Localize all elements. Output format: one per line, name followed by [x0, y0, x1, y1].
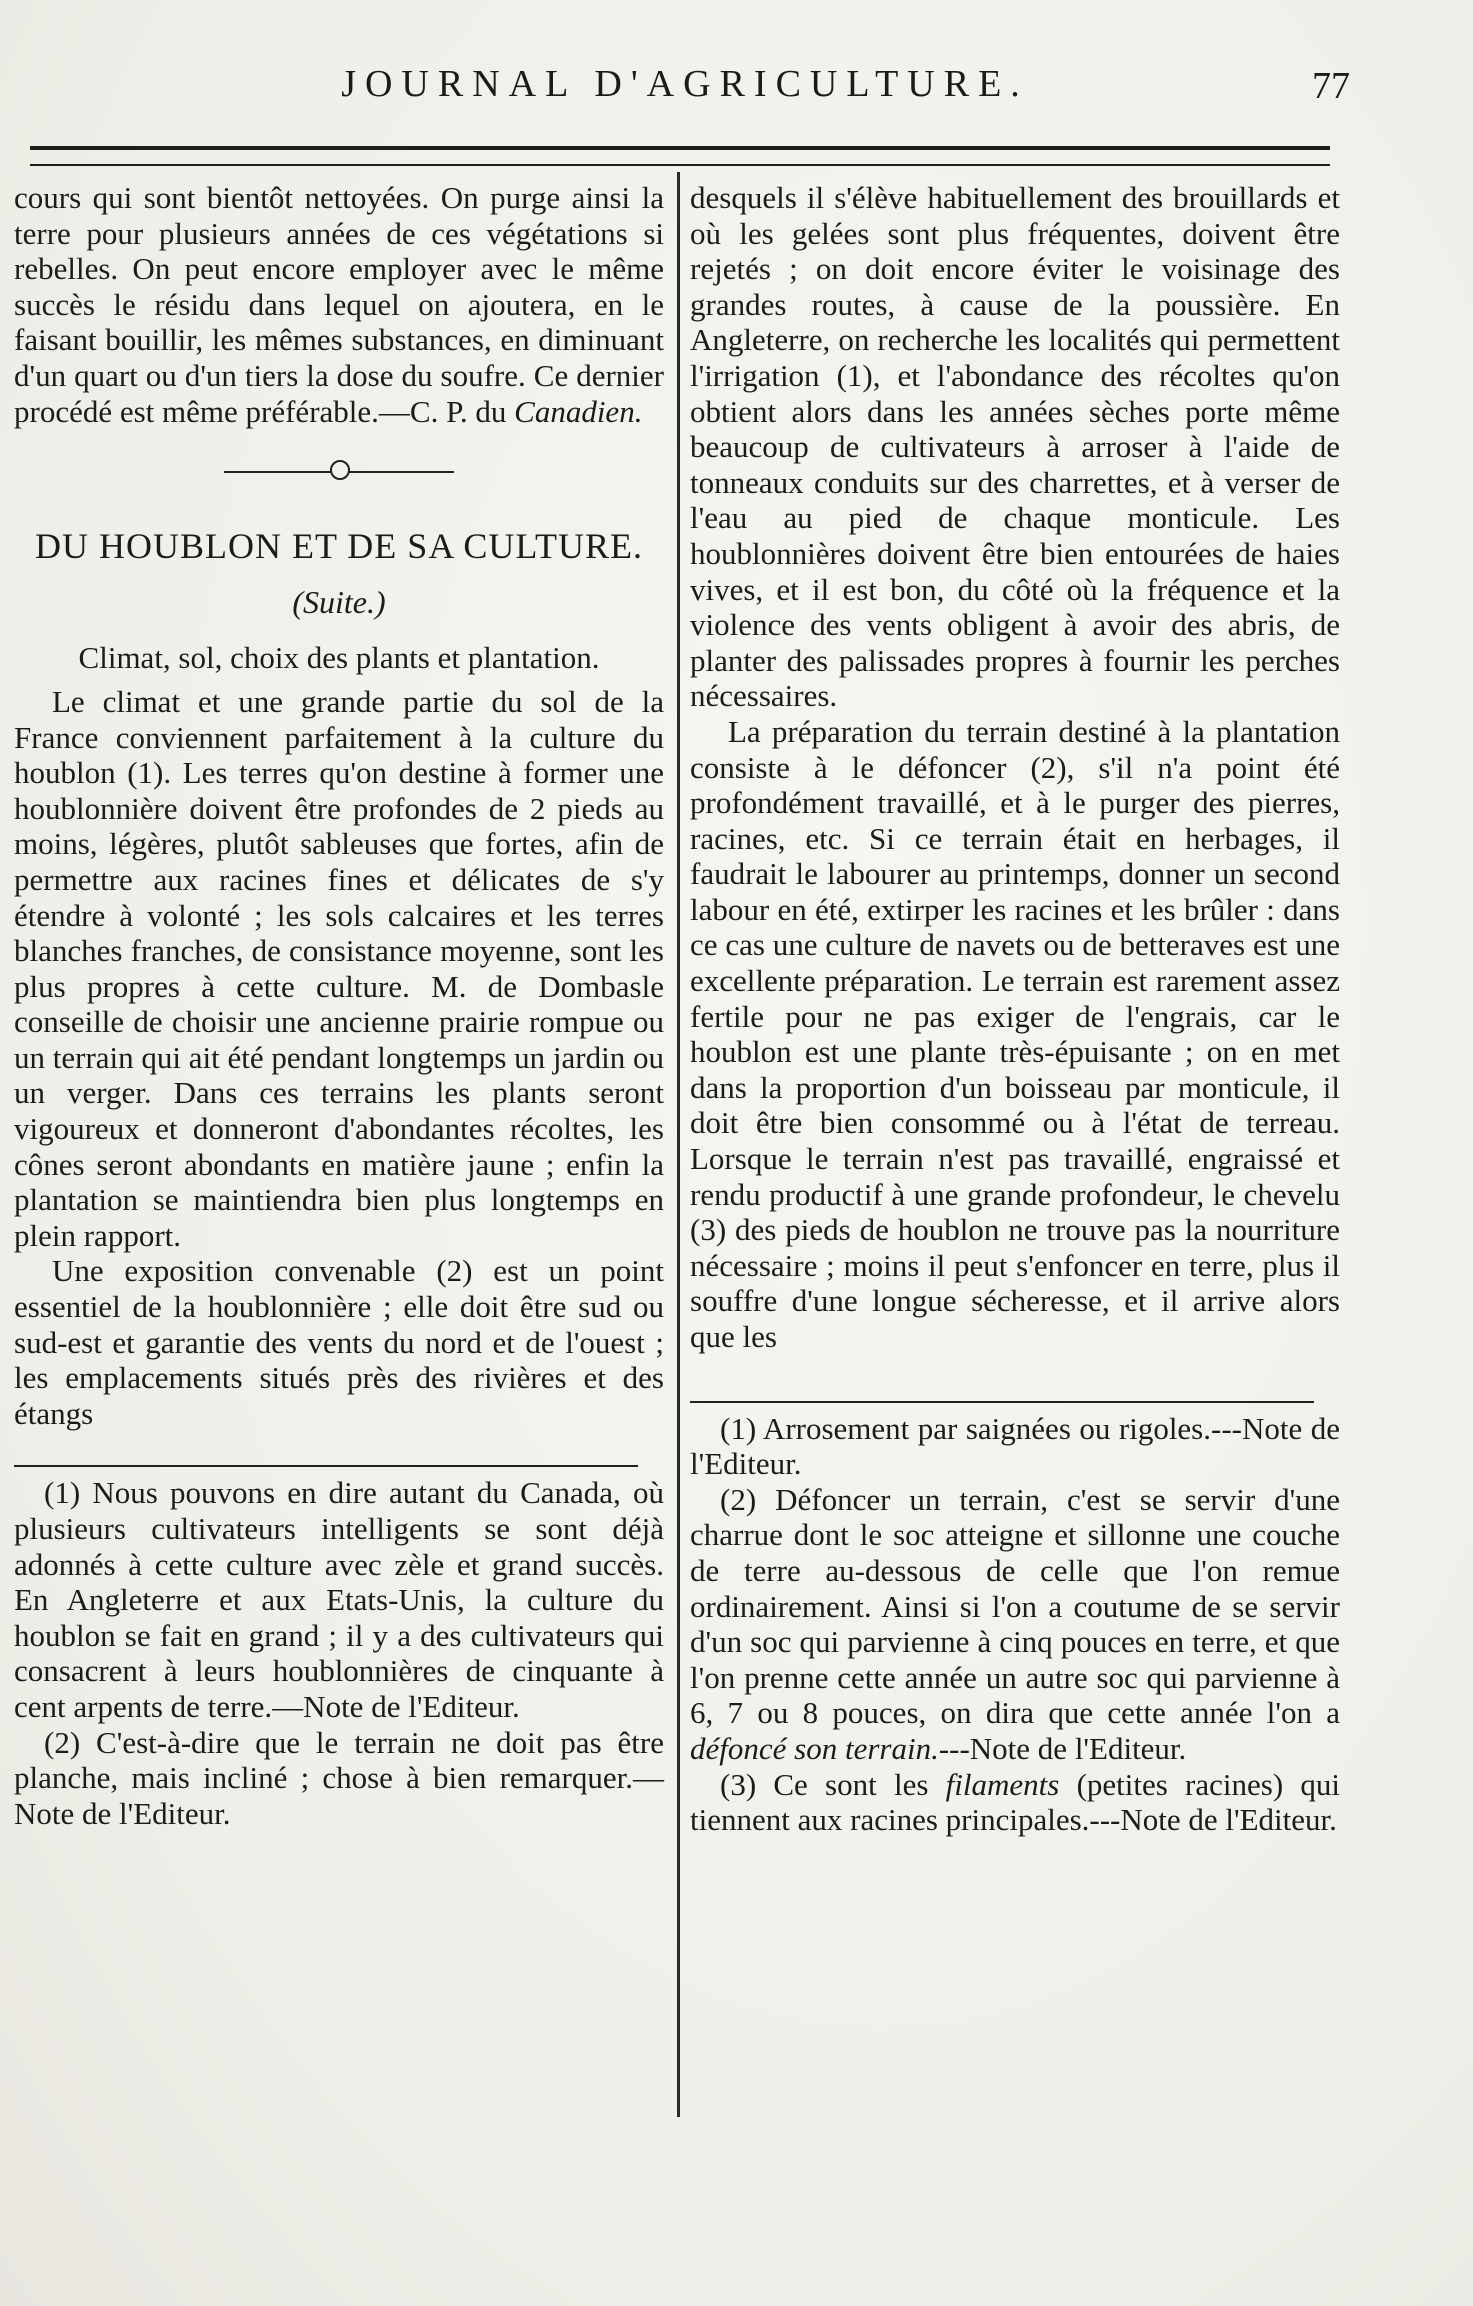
footnote: (3) Ce sont les filaments (petites racines) qui tiennent aux racines principales.---Note de l'Editeur.	[690, 1766, 1340, 1838]
footnote: (1) Nous pouvons en dire autant du Canada, où plusieurs cultivateurs intelligents se sont déjà adonnés à cette culture avec zèle et grand succès. En Angleterre et aux Etats-Unis, la culture du houblon se fait en grand ; il y a des cultivateurs qui consacrent à leurs houblonnières de cinquante à cent arpents de terre.—Note de l'Editeur.	[14, 1475, 664, 1724]
header-double-rule	[30, 146, 1330, 166]
article-paragraph: La préparation du terrain destiné à la plantation consiste à le défoncer (2), s'il n'a point été profondément travaillé, et à le purger des pierres, racines, etc. Si ce terrain était en herbages, il faudrait le labourer au printemps, donner un second labour en été, extirper les racines et les brûler : dans ce cas une culture de navets ou de betteraves est une excellente préparation. Le terrain est rarement assez fertile pour ne pas exiger de l'engrais, car le houblon est une plante très-épuisante ; on en met dans la proportion d'un boisseau par monticule, il doit être bien consommé ou à l'état de terreau. Lorsque le terrain n'est pas travaillé, engraissé et rendu productif à une grande profondeur, le chevelu (3) des pieds de houblon ne trouve pas la nourriture nécessaire ; moins il peut s'enfoncer en terre, plus il souffre d'une longue sécheresse, et il arrive alors que les	[690, 713, 1340, 1354]
section-ornament	[14, 447, 664, 497]
source-attribution: Canadien.	[514, 393, 643, 429]
continued-text: cours qui sont bientôt nettoyées. On purge ainsi la terre pour plusieurs années de ces végétations si rebelles. On peut encore employer avec le même succès le résidu dans lequel on ajoutera, en le faisant bouillir, les mêmes substances, en diminuant d'un quart ou d'un tiers la dose du soufre. Ce dernier procédé est même préférable.—C. P. du	[14, 180, 664, 429]
footnote: (2) C'est-à-dire que le terrain ne doit pas être planche, mais incliné ; chose à bien remarquer.—Note de l'Editeur.	[14, 1724, 664, 1831]
left-column	[14, 180, 664, 1831]
footnote: (2) Défoncer un terrain, c'est se servir d'une charrue dont le soc atteigne et sillonne une couche de terre au-dessous de celle que l'on remue ordinairement. Ainsi si l'on a coutume de se servir d'un soc qui parvienne à cinq pouces en terre, et que l'on prenne cette année un autre soc qui parvienne à 6, 7 ou 8 pouces, on dira que cette année l'on a défoncé son terrain.---Note de l'Editeur.	[690, 1481, 1340, 1766]
continued-paragraph	[14, 180, 664, 429]
footnotes-rule	[14, 1465, 638, 1467]
page-number: 77	[1312, 65, 1350, 107]
column-divider	[677, 172, 680, 2117]
running-title: JOURNAL D'AGRICULTURE.	[341, 63, 1029, 105]
footnote: (1) Arrosement par saignées ou rigoles.---Note de l'Editeur.	[690, 1410, 1340, 1482]
article-paragraph: desquels il s'élève habituellement des brouillards et où les gelées sont plus fréquentes, doivent être rejetés ; on doit encore éviter le voisinage des grandes routes, à cause de la poussière. En Angleterre, on recherche les localités qui permettent l'irrigation (1), et l'abondance des récoltes qu'on obtient alors dans les années sèches porte même beaucoup de cultivateurs à arroser à l'aide de tonneaux conduits sur des charrettes, et à verser de l'eau au pied de chaque monticule. Les houblonnières doivent être bien entourées de haies vives, et il est bon, du côté où la fréquence et la violence des vents obligent à avoir des abris, de planter des palissades propres à fournir les perches nécessaires.	[690, 180, 1340, 714]
right-column	[690, 180, 1340, 1838]
sub-heading: Climat, sol, choix des plants et plantation.	[78, 640, 600, 676]
article-paragraph: Le climat et une grande partie du sol de la France conviennent parfaitement à la culture du houblon (1). Les terres qu'on destine à former une houblonnière doivent être profondes de 2 pieds au moins, légères, plutôt sableuses que fortes, afin de permettre aux racines fines et délicates de s'y étendre à volonté ; les sols calcaires et les terres blanches franches, de consistance moyenne, sont les plus propres à cette culture. M. de Dombasle conseille de choisir une ancienne prairie rompue ou un terrain qui ait été pendant longtemps un jardin ou un verger. Dans ces terrains les plants seront vigoureux et donneront d'abondantes récoltes, les cônes seront abondants en matière jaune ; enfin la plantation se maintiendra bien plus longtemps en plein rapport.	[14, 683, 664, 1253]
section-title: DU HOUBLON ET DE SA CULTURE.	[34, 526, 644, 567]
footnotes-rule	[690, 1401, 1314, 1403]
section-subtitle: (Suite.)	[292, 583, 386, 620]
article-paragraph: Une exposition convenable (2) est un point essentiel de la houblonnière ; elle doit être sud ou sud-est et garantie des vents du nord et de l'ouest ; les emplacements situés près des rivières et des étangs	[14, 1253, 664, 1431]
page-header	[20, 62, 1350, 122]
